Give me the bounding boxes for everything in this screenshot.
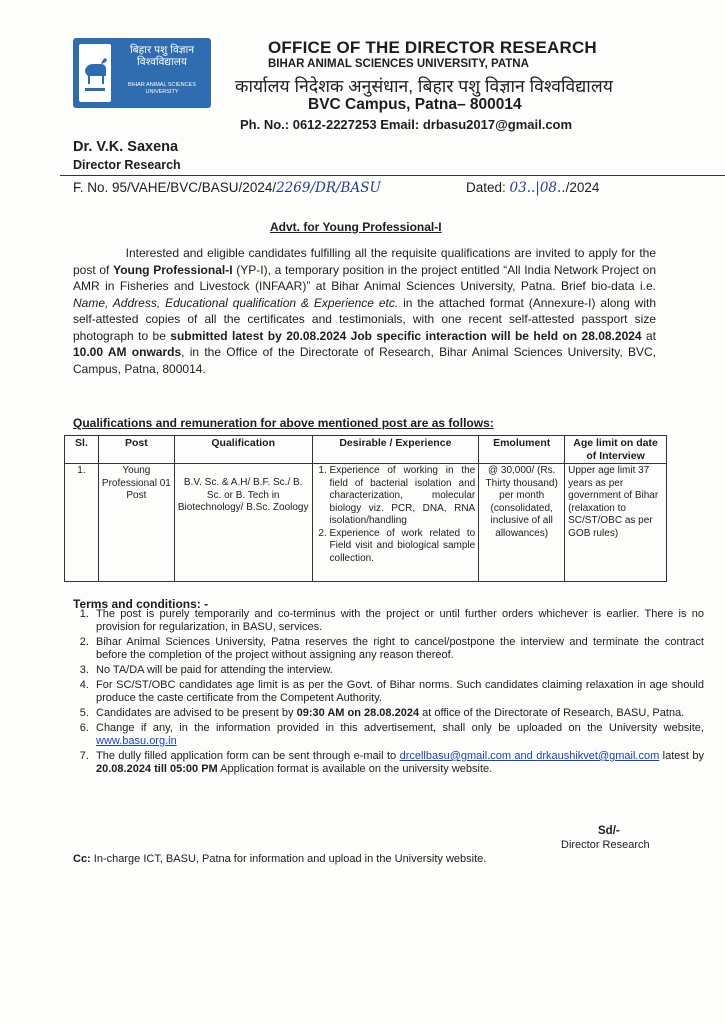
desirable-item: 1. Experience of working in the field of bacterial isolation and characterization, molecular biology viz. PCR, DNA, RNA isolation/handling <box>330 465 476 528</box>
hindi-title: कार्यालय निदेशक अनुसंधान, बिहार पशु विज्ञान विश्वविद्यालय <box>235 76 613 96</box>
signature-sd: Sd/- <box>598 825 620 837</box>
logo-hindi-text: बिहार पशु विज्ञान विश्वविद्यालय <box>129 44 195 68</box>
university-logo <box>73 38 211 108</box>
term-item: 4. For SC/ST/OBC candidates age limit is as per the Govt. of Bihar norms. Such candidates claiming relaxation in age should produce the caste certificate from the Competent Authority. <box>92 679 704 706</box>
desirable-item: 2. Experience of work related to Field visit and biological sample collection. <box>330 528 476 566</box>
cc-line: Cc: In-charge ICT, BASU, Patna for information and upload in the University website. <box>73 853 487 865</box>
body-paragraph: Interested and eligible candidates fulfilling all the requisite qualifications are invited to apply for the post of Young Professional-I (YP-I), a temporary position in the project entitled “All India Network Project on AMR in Fisheries and Livestock (INFAAR)” at Bihar Animal Sciences University, Patna. Brief bio-data i.e. Name, Address, Educational qualification & Experience etc. in the attached format (Annexure-I) along with self-attested copies of all the certificates and testimonials, with one recent self-attested passport size photograph to be submitted latest by 20.08.2024 Job specific interaction will be held on 28.08.2024 at 10.00 AM onwards, in the Office of the Directorate of Research, Bihar Animal Sciences University, BVC, Campus, Patna, 800014. <box>73 246 657 376</box>
signatory-designation: Director Research <box>73 158 181 172</box>
col-header-desirable: Desirable / Experience <box>312 436 479 464</box>
cell-sl: 1. <box>65 464 99 582</box>
col-header-emolument: Emolument <box>479 436 565 464</box>
qualifications-heading: Qualifications and remuneration for above mentioned post are as follows: <box>73 416 494 430</box>
post-name: Young Professional-I <box>113 262 233 277</box>
cell-qualification: B.V. Sc. & A.H/ B.F. Sc./ B. Sc. or B. Tech in Biotechnology/ B.Sc. Zoology <box>174 464 312 582</box>
cell-post: Young Professional 01 Post <box>98 464 174 582</box>
term-item: 5. Candidates are advised to be present by 09:30 AM on 28.08.2024 at office of the Directorate of Research, BASU, Patna. <box>92 707 704 720</box>
advt-title: Advt. for Young Professional-I <box>270 220 442 234</box>
office-title: OFFICE OF THE DIRECTOR RESEARCH <box>268 38 597 57</box>
cow-emblem-icon <box>79 44 111 102</box>
terms-list <box>58 608 704 778</box>
signature-title: Director Research <box>561 839 650 851</box>
terms-heading: Terms and conditions: - <box>73 597 209 611</box>
file-number-handwritten: 2269/DR/BASU <box>276 180 381 196</box>
deadline-text: submitted latest by 20.08.2024 Job specific interaction will be held on 28.08.2024 <box>170 328 642 343</box>
campus-address: BVC Campus, Patna– 800014 <box>308 96 522 113</box>
contact-line: Ph. No.: 0612-2227253 Email: drbasu2017@gmail.com <box>240 117 573 132</box>
website-link[interactable]: www.basu.org.in <box>96 735 177 748</box>
date-line <box>466 180 599 196</box>
date-label: Dated: <box>466 180 510 195</box>
col-header-post: Post <box>98 436 174 464</box>
date-year: /2024 <box>565 180 600 195</box>
term-item: 6. Change if any, in the information provided in this advertisement, shall only be uploaded on the University website, www.basu.org.in <box>92 722 704 749</box>
term-item: 1. The post is purely temporarily and co-terminus with the project or until further orders whichever is earlier. There is no provision for regularization, in BASU, services. <box>92 608 704 635</box>
header-divider <box>60 175 725 176</box>
term-item: 7. The dully filled application form can be sent through e-mail to drcellbasu@gmail.com and drkaushikvet@gmail.com latest by 20.08.2024 till 05:00 PM Application format is available on the university website. <box>92 750 704 777</box>
qualifications-table <box>64 435 667 582</box>
cell-age-limit: Upper age limit 37 years as per government of Bihar (relaxation to SC/ST/OBC as per GOB rules) <box>565 464 667 582</box>
university-name: BIHAR ANIMAL SCIENCES UNIVERSITY, PATNA <box>268 58 529 70</box>
term-item: 2. Bihar Animal Sciences University, Patna reserves the right to cancel/postpone the interview and terminate the contract before the completion of the project without assigning any reason thereof. <box>92 636 704 663</box>
file-number-prefix: F. No. 95/VAHE/BVC/BASU/2024/ <box>73 180 277 195</box>
email-link-drcell[interactable]: drcellbasu@gmail.com <box>399 749 512 762</box>
email-link-drkaushik[interactable]: drkaushikvet@gmail.com <box>536 749 660 762</box>
date-handwritten: 03..|08.. <box>509 180 566 196</box>
signatory-name: Dr. V.K. Saxena <box>73 139 179 155</box>
table-row <box>65 464 667 582</box>
col-header-age-limit: Age limit on date of Interview <box>565 436 667 464</box>
col-header-sl: Sl. <box>65 436 99 464</box>
col-header-qualification: Qualification <box>174 436 312 464</box>
cell-emolument: @ 30,000/ (Rs. Thirty thousand) per month (consolidated, inclusive of all allowances) <box>479 464 565 582</box>
table-header-row <box>65 436 667 464</box>
cell-desirable <box>312 464 479 582</box>
term-item: 3. No TA/DA will be paid for attending the interview. <box>92 664 704 677</box>
file-number <box>73 180 381 196</box>
logo-english-text: BIHAR ANIMAL SCIENCES UNIVERSITY <box>128 82 196 95</box>
